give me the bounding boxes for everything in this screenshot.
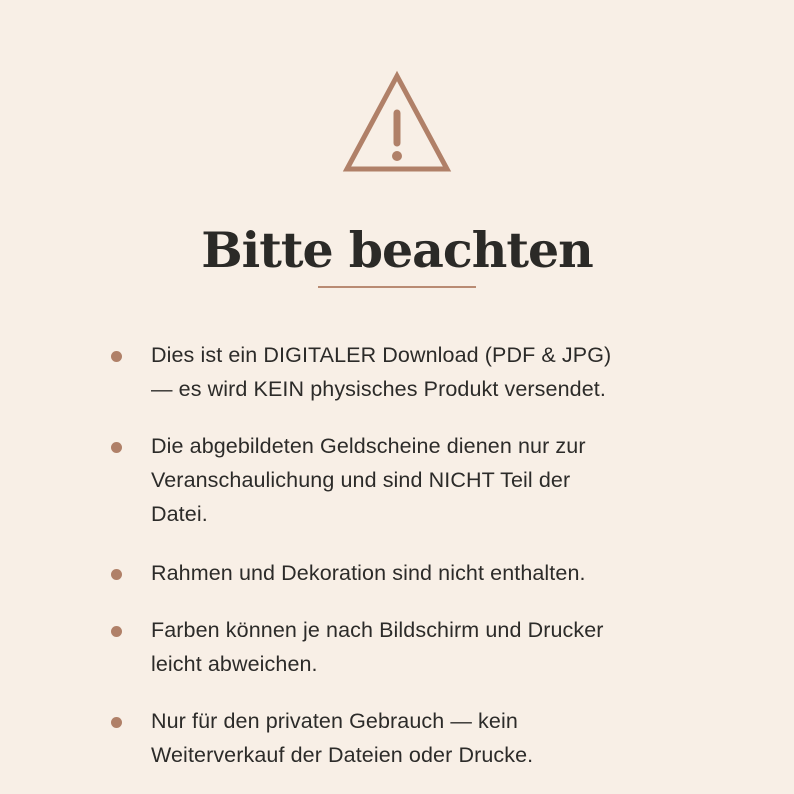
bullet-icon — [111, 351, 122, 362]
page-title: Bitte beachten — [201, 221, 593, 279]
list-item-text: Die abgebildeten Geldscheine dienen nur zur Veranschaulichung und sind NICHT Teil der Datei. — [151, 434, 586, 526]
list-item-text: Rahmen und Dekoration sind nicht enthalten. — [151, 561, 586, 585]
list-item-text: Nur für den privaten Gebrauch — kein Weiterverkauf der Dateien oder Drucke. — [151, 709, 534, 767]
bullet-icon — [111, 626, 122, 637]
list-item-text: Farben können je nach Bildschirm und Drucker leicht abweichen. — [151, 618, 604, 676]
bullet-icon — [111, 442, 122, 453]
bullet-icon — [111, 717, 122, 728]
bullet-icon — [111, 569, 122, 580]
list-item-text: Dies ist ein DIGITALER Download (PDF & JPG) — es wird KEIN physisches Produkt versendet. — [151, 343, 612, 401]
